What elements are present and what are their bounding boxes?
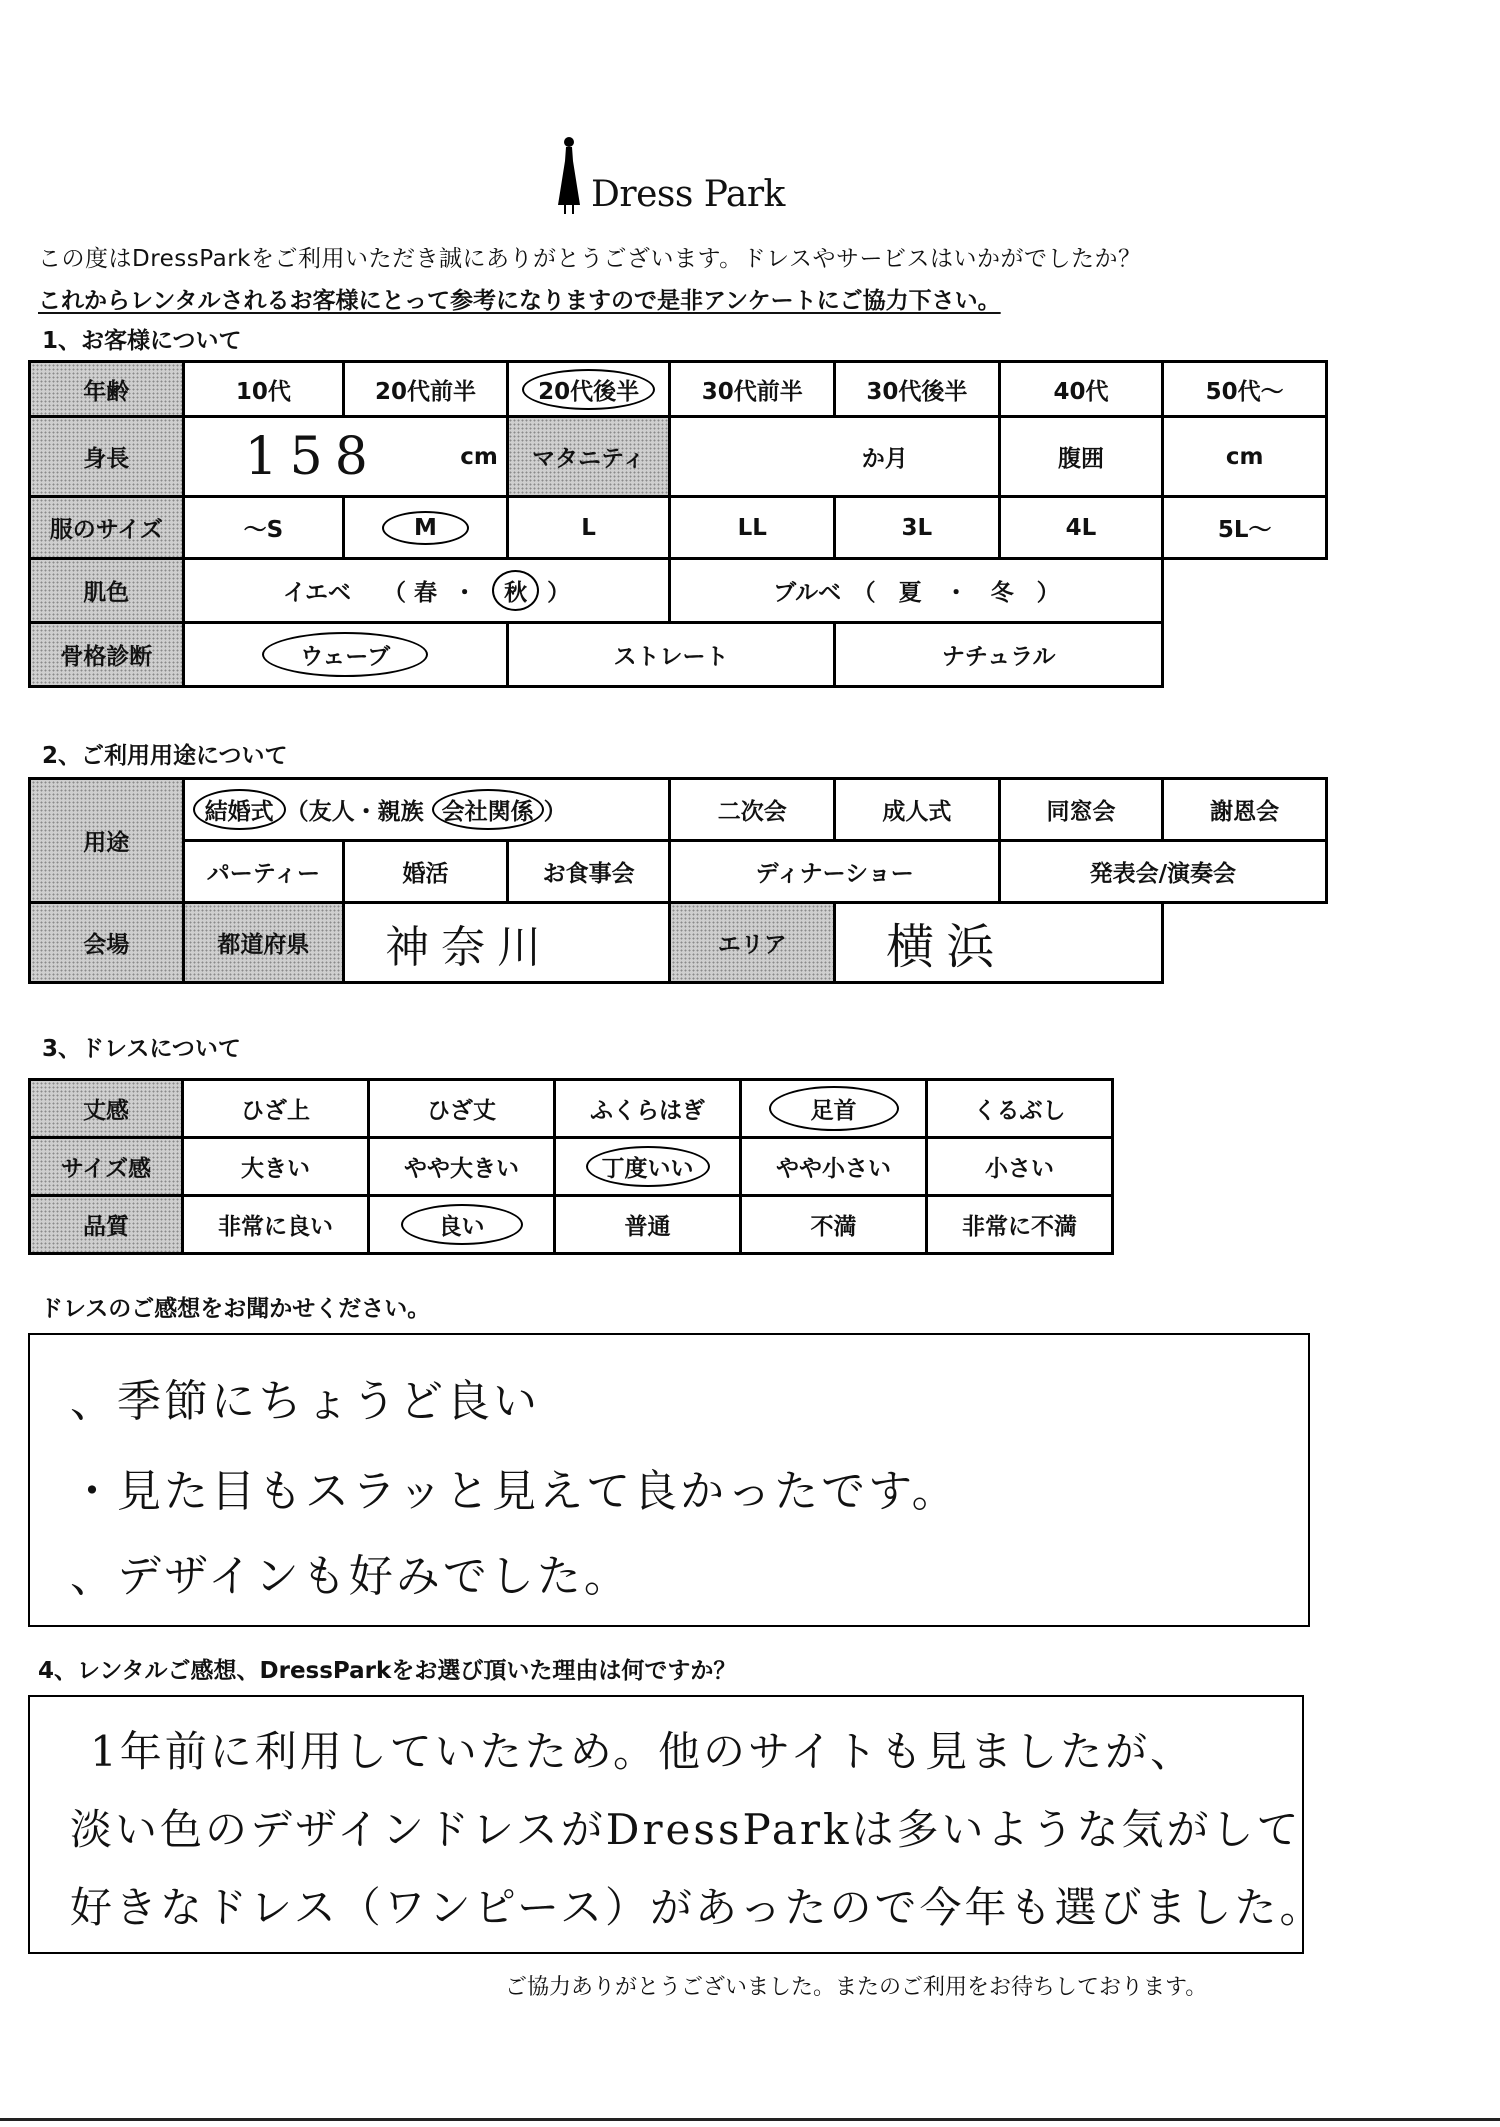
age-label: 年齢 [30, 362, 184, 417]
selection-circle: 良い [401, 1204, 523, 1245]
selection-circle: M [382, 511, 469, 545]
separator-dot: ・ [453, 580, 477, 606]
length-label: 丈感 [30, 1080, 183, 1138]
section4-title: 4、レンタルご感想、DressParkをお選び頂いた理由は何ですか？ [38, 1658, 737, 1684]
purpose-option[interactable]: 成人式 [835, 779, 1000, 841]
prefecture-field[interactable] [344, 903, 670, 983]
height-unit: cm [460, 444, 498, 470]
frame-option[interactable]: ナチュラル [835, 623, 1163, 687]
age-option-selected[interactable] [507, 362, 670, 417]
fit-option-selected[interactable] [555, 1138, 741, 1196]
quality-option[interactable]: 非常に良い [183, 1196, 369, 1254]
autumn-option-selected[interactable]: 秋 [492, 570, 539, 611]
quality-option[interactable]: 普通 [555, 1196, 741, 1254]
yellow-base-option[interactable] [183, 559, 670, 623]
size-label: 服のサイズ [30, 497, 184, 559]
selection-circle: 丁度いい [586, 1146, 710, 1187]
height-field[interactable] [183, 417, 507, 497]
maternity-months-field[interactable] [670, 417, 999, 497]
fit-option[interactable]: やや小さい [741, 1138, 927, 1196]
empty-cell [1163, 623, 1327, 687]
length-option[interactable]: ひざ丈 [369, 1080, 555, 1138]
purpose-option[interactable]: 同窓会 [999, 779, 1163, 841]
skin-label: 肌色 [30, 559, 184, 623]
impressions-title: ドレスのご感想をお聞かせください。 [40, 1296, 431, 1322]
purpose-option[interactable]: 婚活 [344, 841, 508, 903]
purpose-option[interactable]: お食事会 [507, 841, 670, 903]
intro-text: この度はDressParkをご利用いただき誠にありがとうございます。ドレスやサービスはいかがでしたか？ [38, 246, 1142, 272]
age-option[interactable]: 20代前半 [344, 362, 508, 417]
paren-close: ） [547, 580, 571, 606]
age-option[interactable]: 30代後半 [835, 362, 1000, 417]
paren-open: （ [285, 799, 309, 825]
section1-title: 1、お客様について [42, 328, 242, 354]
handwritten-line: ・見た目もスラッと見えて良かったです。 [70, 1466, 959, 1517]
selection-circle: ウェーブ [262, 632, 428, 677]
maternity-label: マタニティ [507, 417, 670, 497]
handwritten-line: 淡い色のデザインドレスがDressParkは多いような気がして [70, 1805, 1302, 1854]
purpose-option[interactable]: 謝恩会 [1163, 779, 1327, 841]
quality-label: 品質 [30, 1196, 183, 1254]
reason-box[interactable] [28, 1695, 1325, 1954]
empty-cell [1163, 559, 1327, 623]
quality-option[interactable]: 非常に不満 [927, 1196, 1113, 1254]
blue-base-option[interactable]: ブルベ （ 夏 ・ 冬 ） [670, 559, 1163, 623]
spring-option[interactable]: 春 [414, 580, 438, 606]
age-option[interactable]: 10代 [183, 362, 344, 417]
paren-close: ） [543, 799, 567, 825]
waist-label: 腹囲 [999, 417, 1163, 497]
handwritten-line: 1年前に利用していたため。他のサイトも見ましたが、 [90, 1727, 1196, 1776]
scan-edge-line [0, 2118, 1500, 2121]
size-option[interactable]: 〜S [183, 497, 344, 559]
handwritten-line: 好きなドレス（ワンピース）があったので今年も選びました。 [70, 1883, 1325, 1932]
size-option[interactable]: 4L [999, 497, 1163, 559]
selection-circle: 20代後半 [522, 369, 655, 410]
area-field[interactable] [835, 903, 1163, 983]
size-option[interactable]: 5L〜 [1163, 497, 1327, 559]
fit-option[interactable]: 大きい [183, 1138, 369, 1196]
section3-title: 3、ドレスについて [42, 1036, 241, 1062]
venue-label: 会場 [30, 903, 184, 983]
height-value: 158 [244, 426, 380, 487]
dress-table [28, 1078, 1114, 1255]
dress-silhouette-icon [555, 135, 583, 215]
quality-option-selected[interactable] [369, 1196, 555, 1254]
paren-open: （ [383, 580, 407, 606]
customer-table [28, 360, 1328, 688]
length-option-selected[interactable] [741, 1080, 927, 1138]
waist-unit: cm [1225, 443, 1264, 470]
size-option[interactable]: L [507, 497, 670, 559]
purpose-option[interactable]: ディナーショー [670, 841, 999, 903]
prefecture-value: 神奈川 [385, 921, 554, 973]
logo-text: Dress Park [591, 174, 785, 215]
closing-thanks: ご協力ありがとうございました。またのご利用をお待ちしております。 [505, 1975, 1208, 2000]
impressions-box[interactable] [28, 1333, 1310, 1627]
area-label: エリア [670, 903, 835, 983]
wedding-selected[interactable]: 結婚式 [193, 789, 286, 830]
waist-field[interactable] [1163, 417, 1327, 497]
size-option-selected[interactable] [344, 497, 508, 559]
handwritten-line: 、季節にちょうど良い [70, 1376, 540, 1427]
length-option[interactable]: くるぶし [927, 1080, 1113, 1138]
empty-cell [1163, 903, 1327, 983]
purpose-option[interactable]: パーティー [183, 841, 344, 903]
frame-label: 骨格診断 [30, 623, 184, 687]
frame-option[interactable]: ストレート [507, 623, 834, 687]
size-option[interactable]: 3L [835, 497, 1000, 559]
age-option[interactable]: 30代前半 [670, 362, 835, 417]
fit-option[interactable]: やや大きい [369, 1138, 555, 1196]
purpose-option[interactable]: 二次会 [670, 779, 835, 841]
age-option[interactable]: 50代〜 [1163, 362, 1327, 417]
intro-request: これからレンタルされるお客様にとって参考になりますので是非アンケートにご協力下さい。 [38, 288, 1001, 314]
usage-table [28, 777, 1328, 984]
height-label: 身長 [30, 417, 184, 497]
yellow-base-text: イエベ [282, 580, 352, 606]
size-option[interactable]: LL [670, 497, 835, 559]
friends-option[interactable]: 友人・親族 [308, 799, 424, 825]
logo [555, 135, 785, 215]
months-unit: か月 [861, 446, 908, 472]
fit-option[interactable]: 小さい [927, 1138, 1113, 1196]
handwritten-line: 、デザインも好みでした。 [70, 1551, 631, 1602]
length-option[interactable]: ふくらはぎ [555, 1080, 741, 1138]
area-value: 横浜 [886, 919, 1007, 975]
purpose-label: 用途 [30, 779, 184, 903]
fit-label: サイズ感 [30, 1138, 183, 1196]
prefecture-label: 都道府県 [183, 903, 344, 983]
company-selected[interactable]: 会社関係 [432, 789, 544, 830]
length-option[interactable]: ひざ上 [183, 1080, 369, 1138]
wedding-option[interactable] [183, 779, 670, 841]
purpose-option[interactable]: 発表会/演奏会 [999, 841, 1326, 903]
frame-option-selected[interactable] [183, 623, 507, 687]
age-option[interactable]: 40代 [999, 362, 1163, 417]
quality-option[interactable]: 不満 [741, 1196, 927, 1254]
selection-circle: 足首 [769, 1086, 899, 1131]
section2-title: 2、ご利用用途について [42, 743, 288, 769]
